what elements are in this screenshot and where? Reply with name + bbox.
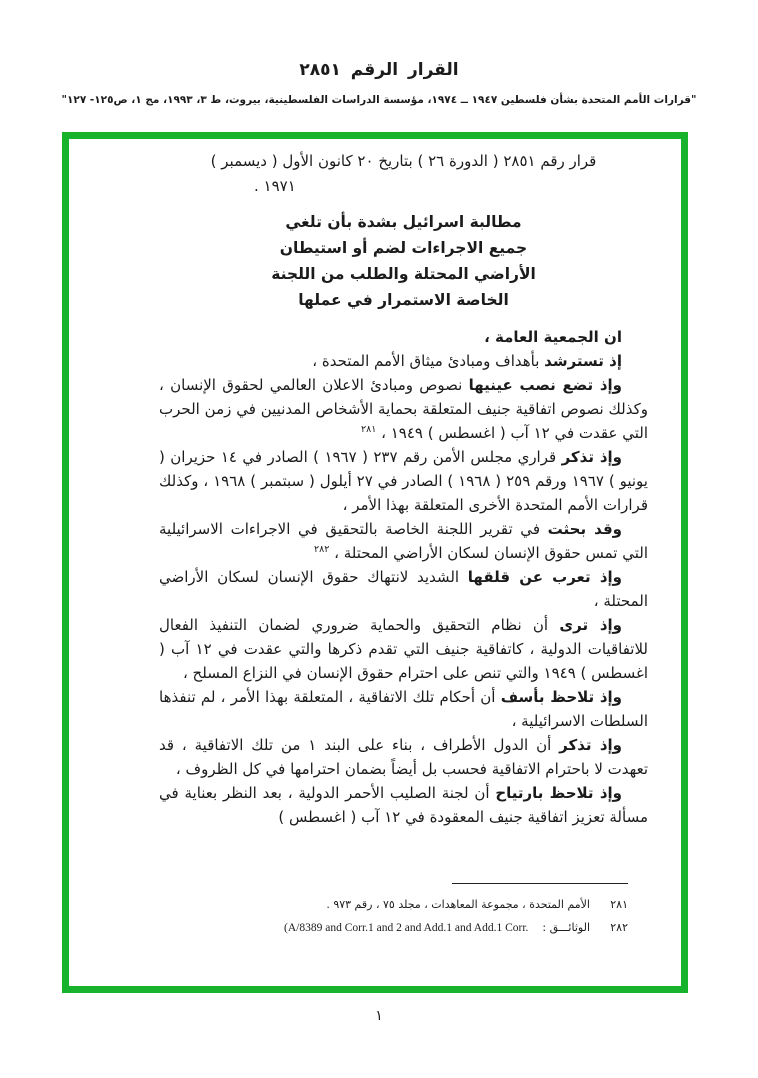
resolution-date: ١٩٧١ .	[254, 177, 296, 195]
footnote-number: ٢٨٢	[610, 921, 628, 934]
preamble-paragraph	[159, 613, 648, 685]
paragraph-text: نصوص ومبادئ الاعلان العالمي لحقوق الإنسان ، وكذلك نصوص اتفاقية جنيف المتعلقة بحماية الأشخاص المدنيين في زمن الحرب التي عقدت في ١٢ آب ( اغسطس ) ١٩٤٩ ،	[159, 376, 648, 442]
footnote-row	[115, 916, 628, 940]
paragraph-lead: وإذ تذكر	[561, 448, 622, 466]
highlight-frame	[62, 132, 688, 993]
paragraph-lead: وإذ تلاحظ بارتياح	[495, 784, 622, 802]
resolution-body	[159, 149, 648, 829]
resolution-title-line: جميع الاجراءات لضم أو استيطان	[279, 239, 528, 257]
footnote-separator	[452, 883, 628, 884]
preamble-paragraph	[159, 781, 648, 829]
resolution-title	[159, 209, 648, 313]
paragraph-text: في تقرير اللجنة الخاصة بالتحقيق في الاجراءات الاسرائيلية التي تمس حقوق الإنسان لسكان الأراضي المحتلة ،	[159, 520, 648, 562]
footnote-number: ٢٨١	[610, 898, 628, 911]
paragraph-text: أن الدول الأطراف ، بناء على البند ١ من تلك الاتفاقية ، قد تعهدت لا باحترام الاتفاقية فحسب بل أيضاً بضمان احترامها في كل الظروف ،	[159, 736, 648, 778]
page-title: القرار الرقم ٢٨٥١	[299, 60, 459, 80]
preamble-paragraph	[159, 517, 648, 565]
resolution-heading: قرار رقم ٢٨٥١ ( الدورة ٢٦ ) بتاريخ ٢٠ كانون الأول ( ديسمبر )	[210, 152, 597, 170]
paragraph-lead: ان الجمعية العامة ،	[484, 328, 622, 346]
paragraph-lead: وإذ تضع نصب عينيها	[468, 376, 622, 394]
preamble-paragraph	[159, 685, 648, 733]
preamble-paragraph	[159, 373, 648, 445]
preamble-paragraph	[159, 565, 648, 613]
paragraph-lead: وإذ تذكر	[559, 736, 622, 754]
resolution-title-line: الأراضي المحتلة والطلب من اللجنة	[271, 265, 536, 283]
footnote-document-symbol: (A/8389 and Corr.1 and 2 and Add.1 and Add.1 Corr.	[284, 922, 529, 934]
preamble-paragraph	[159, 733, 648, 781]
footnote-text: الأمم المتحدة ، مجموعة المعاهدات ، مجلد ٧٥ ، رقم ٩٧٣ .	[326, 898, 590, 911]
footnote-reference: ٢٨١	[361, 424, 377, 435]
paragraph-text: بأهداف ومبادئ ميثاق الأمم المتحدة ،	[312, 352, 545, 370]
paragraph-lead: وإذ تعرب عن قلقها	[467, 568, 622, 586]
paragraph-text: أن أحكام تلك الاتفاقية ، المتعلقة بهذا الأمر ، لم تنفذها السلطات الاسرائيلية ،	[159, 688, 648, 730]
preamble-paragraph	[159, 445, 648, 517]
preamble-paragraph	[159, 325, 648, 349]
paragraph-lead: وإذ تلاحظ بأسف	[500, 688, 622, 706]
resolution-title-line: الخاصة الاستمرار في عملها	[298, 291, 509, 309]
paragraph-lead: وقد بحثت	[547, 520, 622, 538]
footnotes-section	[115, 883, 628, 940]
paragraph-lead: إذ تسترشد	[544, 352, 622, 370]
page-number: ١	[375, 1008, 383, 1024]
preamble-paragraph	[159, 349, 648, 373]
footnote-reference: ٢٨٢	[314, 544, 330, 555]
footnote-row	[115, 893, 628, 916]
preamble	[159, 325, 648, 829]
source-citation: "قرارات الأمم المتحدة بشأن فلسطين ١٩٤٧ ــ ١٩٧٤، مؤسسة الدراسات الفلسطينية، بيروت، ط ٣، ١٩٩٣، مج ١، ص١٢٥- ١٢٧"	[61, 94, 697, 106]
paragraph-text: أن نظام التحقيق والحماية ضروري لضمان التنفيذ الفعال للاتفاقيات الدولية ، كاتفاقية جنيف التي تقدم ذكرها والتي عقدت في ١٢ آب ( اغسطس ) ١٩٤٩ والتي تنص على احترام حقوق الإنسان في النزاع المسلح ،	[159, 616, 648, 682]
paragraph-text: الشديد لانتهاك حقوق الإنسان لسكان الأراضي المحتلة ،	[159, 568, 648, 610]
resolution-title-line: مطالبة اسرائيل بشدة بأن تلغي	[285, 213, 522, 231]
paragraph-lead: وإذ ترى	[559, 616, 622, 634]
paragraph-text: أن لجنة الصليب الأحمر الدولية ، بعد النظر بعناية في مسألة تعزيز اتفاقية جنيف المعقودة في ١٢ آب ( اغسطس )	[159, 784, 648, 826]
footnote-label: الوثائـــق :	[542, 921, 590, 934]
paragraph-text: قراري مجلس الأمن رقم ٢٣٧ ( ١٩٦٧ ) الصادر في ١٤ حزيران ( يونيو ) ١٩٦٧ ورقم ٢٥٩ ( ١٩٦٨ ) الصادر في ٢٧ أيلول ( سبتمبر ) ١٩٦٨ ، وكذلك قرارات الأمم المتحدة الأخرى المتعلقة بهذا الأمر ،	[159, 448, 648, 514]
